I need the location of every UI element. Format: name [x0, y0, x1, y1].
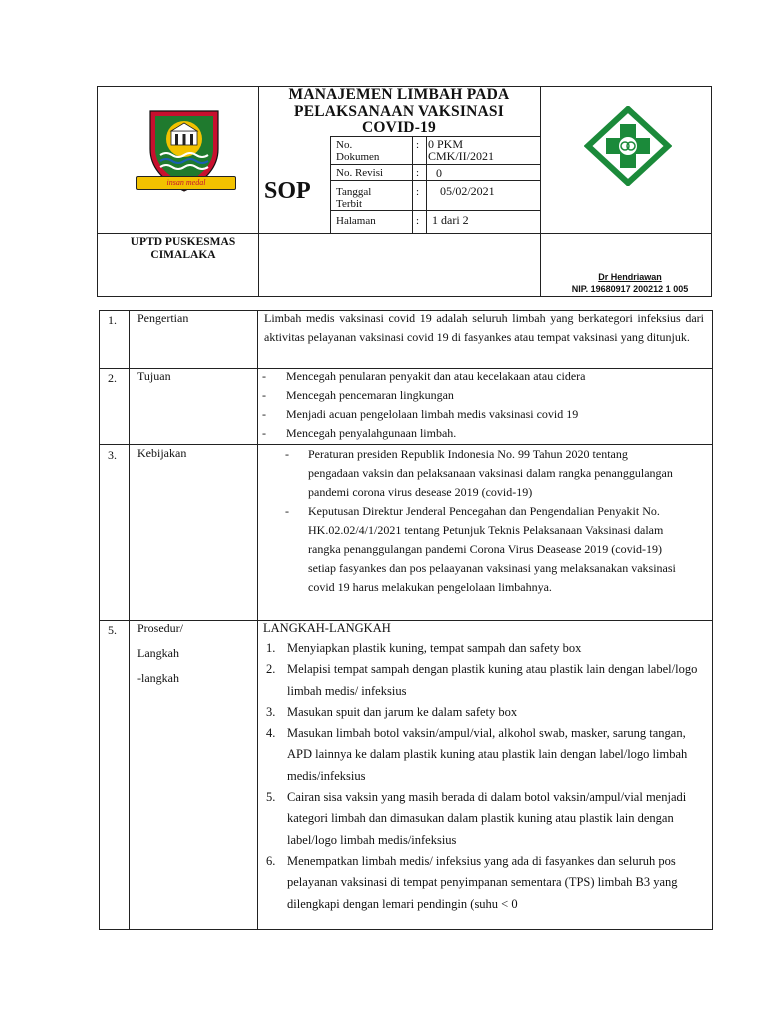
label-line: Prosedur/ [137, 621, 183, 635]
field-value-revision: 0 [436, 166, 442, 180]
step-text: Cairan sisa vaksin yang masih berada di dalam botol vaksin/ampul/vial menjadi kategori limbah dan dimasukan dalam plastik kuning atau plastik lain dengan label/logo limbah medis/infeksius [287, 790, 687, 847]
field-label-document: No. Dokumen [336, 139, 380, 163]
header-divider [540, 86, 541, 297]
signatory-name: Dr Hendriawan [598, 272, 662, 282]
header-divider [97, 233, 712, 234]
policy-list [258, 445, 678, 597]
list-item: 4. Masukan limbah botol vaksin/ampul/vial, alkohol swab, masker, sarung tangan, APD lainnya ke dalam plastik kuning atau plastik lain dengan label/logo limbah medis/infeksius [266, 726, 688, 783]
step-text: Masukan spuit dan jarum ke dalam safety box [287, 704, 518, 719]
row-number: 3. [108, 448, 117, 462]
list-item: 1. Menyiapkan plastik kuning, tempat sampah dan safety box [266, 641, 582, 655]
org-line: CIMALAKA [150, 249, 216, 261]
header-divider [330, 210, 540, 211]
header-divider [330, 136, 331, 233]
row-label-pengertian: Pengertian [137, 311, 189, 325]
steps-list [258, 638, 710, 915]
field-separator: : [416, 167, 420, 179]
header-divider [330, 180, 540, 181]
list-item-text: Menjadi acuan pengelolaan limbah medis vaksinasi covid 19 [286, 407, 579, 421]
title-line: MANAJEMEN LIMBAH PADA [288, 86, 510, 103]
row-label-tujuan: Tujuan [137, 369, 171, 383]
field-value-document: 0 PKM CMK/II/2021 [428, 137, 494, 163]
header-divider [426, 136, 427, 233]
list-item: 6. Menempatkan limbah medis/ infeksius yang ada di fasyankes dan seluruh pos pelayanan vaksinasi di tempat penyimpanan sementara (TPS) limbah B3 yang dilengkapi dengan lemari pendingin (suhu < 0 [266, 853, 678, 911]
field-label-date: Tanggal Terbit [336, 186, 372, 210]
field-value-page: 1 dari 2 [432, 213, 469, 227]
steps-heading: LANGKAH-LANGKAH [263, 621, 391, 635]
step-text: Masukan limbah botol vaksin/ampul/vial, alkohol swab, masker, sarung tangan, APD lainnya ke dalam plastik kuning atau plastik lain dengan label/logo limbah medis/infeksius [287, 726, 688, 783]
sop-label: SOP [264, 178, 311, 204]
row-content-kebijakan [258, 445, 678, 597]
field-label-page: Halaman [336, 215, 376, 227]
emblem-ribbon [136, 176, 236, 190]
list-item-text: Peraturan presiden Republik Indonesia No. 99 Tahun 2020 tentang pengadaan vaksin dan pelaksanaan vaksinasi dalam rangka penanggulangan pandemi corona virus desease 2019 (covid-19) [308, 447, 673, 499]
row-number: 2. [108, 371, 117, 385]
list-item-text: Mencegah pencemaran lingkungan [286, 388, 454, 402]
step-text: Melapisi tempat sampah dengan plastik kuning atau plastik lain dengan label/logo limbah medis/ infeksius [287, 662, 698, 698]
row-content-prosedur [258, 619, 710, 929]
org-line: UPTD PUSKESMAS [130, 236, 236, 248]
row-label-prosedur [137, 616, 183, 691]
list-item: - Mencegah pencemaran lingkungan [262, 388, 454, 402]
document-title [258, 87, 540, 137]
list-item: 3. Masukan spuit dan jarum ke dalam safety box [266, 704, 518, 719]
field-separator: : [416, 139, 420, 151]
list-item: 5. Cairan sisa vaksin yang masih berada di dalam botol vaksin/ampul/vial menjadi kategori limbah dan dimasukan dalam plastik kuning atau plastik lain dengan label/logo limbah medis/infeksius [266, 790, 687, 847]
signatory-nip: NIP. 19680917 200212 1 005 [571, 284, 689, 294]
list-item: - Keputusan Direktur Jenderal Pencegahan dan Pengendalian Penyakit No. HK.02.02/4/1/2021 tentang Petunjuk Teknis Pelaksanaan Vaksinasi dalam rangka penanggulangan pandemi Corona Virus Deasease 2019 (covid-19) setiap fasyankes dan pos pelaayanan vaksinasi yang melaksanakan vaksinasi covid 19 harus melakukan pengelolaan limbahnya. [285, 504, 676, 594]
header-divider [330, 164, 540, 165]
row-number: 1. [108, 313, 117, 327]
label-line: Langkah [137, 646, 179, 660]
list-item: - Mencegah penularan penyakit dan atau kecelakaan atau cidera [262, 369, 586, 383]
step-text: Menempatkan limbah medis/ infeksius yang ada di fasyankes dan seluruh pos pelayanan vaksinasi di tempat penyimpanan sementara (TPS) limbah B3 yang dilengkapi dengan lemari pendingin (suhu < 0 [287, 853, 678, 911]
objectives-list [258, 367, 710, 443]
title-line: PELAKSANAAN VAKSINASI [294, 102, 504, 120]
row-content-pengertian [258, 309, 710, 346]
label-line: -langkah [137, 671, 179, 685]
row-content-tujuan [258, 367, 710, 443]
title-line: COVID-19 [362, 119, 436, 136]
list-item: - Mencegah penyalahgunaan limbah. [262, 426, 457, 440]
row-label-kebijakan: Kebijakan [137, 446, 187, 460]
field-value-date: 05/02/2021 [440, 184, 495, 198]
field-label-revision: No. Revisi [336, 167, 384, 179]
list-item: 2. Melapisi tempat sampah dengan plastik kuning atau plastik lain dengan label/logo limbah medis/ infeksius [266, 662, 698, 698]
field-separator: : [416, 215, 420, 227]
definition-text: Limbah medis vaksinasi covid 19 adalah seluruh limbah yang berkategori infeksius dari aktivitas pelayanan vaksinasi covid 19 di fasyankes atau tempat vaksinasi yang ditunjuk. [264, 311, 704, 344]
list-item-text: Mencegah penyalahgunaan limbah. [286, 426, 457, 440]
puskesmas-logo [584, 106, 672, 186]
list-item-text: Keputusan Direktur Jenderal Pencegahan dan Pengendalian Penyakit No. HK.02.02/4/1/2021 tentang Petunjuk Teknis Pelaksanaan Vaksinasi dalam rangka penanggulangan pandemi Corona Virus Deasease 2019 (covid-19) setiap fasyankes dan pos pelaayanan vaksinasi yang melaksanakan vaksinasi covid 19 harus melakukan pengelolaan limbahnya. [308, 504, 676, 594]
list-item-text: Mencegah penularan penyakit dan atau kecelakaan atau cidera [286, 369, 586, 383]
header-divider [412, 136, 413, 233]
step-text: Menyiapkan plastik kuning, tempat sampah dan safety box [287, 641, 582, 655]
list-item: - Peraturan presiden Republik Indonesia No. 99 Tahun 2020 tentang pengadaan vaksin dan pelaksanaan vaksinasi dalam rangka penanggulangan pandemi corona virus desease 2019 (covid-19) [285, 447, 673, 499]
list-item: - Menjadi acuan pengelolaan limbah medis vaksinasi covid 19 [262, 407, 579, 421]
field-separator: : [416, 186, 420, 198]
organization-name [118, 236, 248, 262]
emblem-motto: insan medal [166, 178, 206, 187]
row-number: 5. [108, 623, 117, 637]
